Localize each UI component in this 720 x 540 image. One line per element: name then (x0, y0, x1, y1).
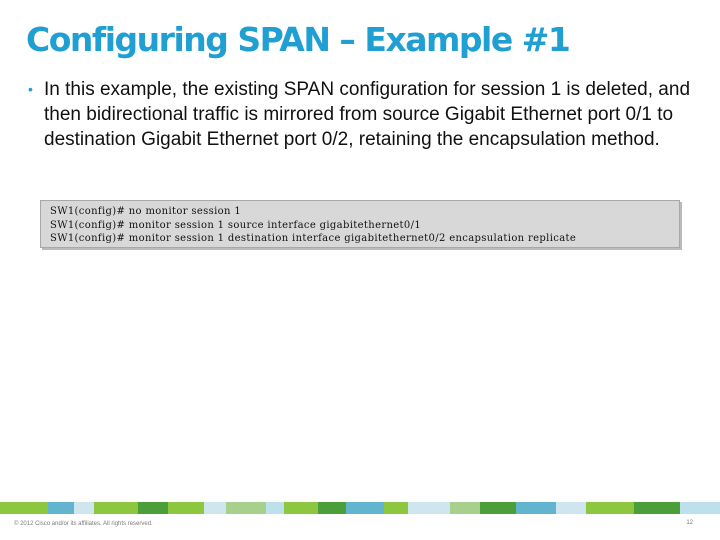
slide-title: Configuring SPAN – Example #1 (26, 20, 570, 59)
footer-bar-segment (138, 502, 168, 514)
footer-bar-segment (516, 502, 556, 514)
footer-bar-segment (556, 502, 586, 514)
footer-bar-segment (346, 502, 384, 514)
copyright-text: © 2012 Cisco and/or its affiliates. All rights reserved. (14, 521, 153, 527)
footer-bar-segment (226, 502, 266, 514)
footer-bar-segment (450, 502, 480, 514)
footer-bar-segment (680, 502, 720, 514)
bullet-text: In this example, the existing SPAN configuration for session 1 is deleted, and then bidirectional traffic is mirrored from source Gigabit Ethernet port 0/1 to destination Gigabit Ethernet port 0/2, retaining the encapsulation method. (44, 79, 691, 150)
footer-bar-segment (74, 502, 94, 514)
footer-bar-segment (408, 502, 450, 514)
footer-bar-segment (634, 502, 680, 514)
footer-bar-segment (48, 502, 74, 514)
code-line: SW1(config)# no monitor session 1 (50, 206, 242, 217)
footer-bar-segment (168, 502, 204, 514)
page-number: 12 (686, 520, 693, 526)
code-line: SW1(config)# monitor session 1 destination interface gigabitethernet0/2 encapsulation replicate (50, 233, 577, 244)
cli-code-block (40, 200, 680, 248)
bullet-marker: • (28, 81, 33, 97)
bullet-paragraph (28, 77, 700, 152)
code-line: SW1(config)# monitor session 1 source interface gigabitethernet0/1 (50, 219, 422, 231)
footer-bar-segment (0, 502, 48, 514)
footer-bar-segment (480, 502, 516, 514)
footer-bar-segment (586, 502, 634, 514)
footer-bar-segment (384, 502, 408, 514)
footer-bar-segment (284, 502, 318, 514)
footer-bar-segment (266, 502, 284, 514)
footer-bar-segment (94, 502, 138, 514)
footer-color-bar (0, 502, 720, 514)
footer-bar-segment (204, 502, 226, 514)
footer-bar-segment (318, 502, 346, 514)
